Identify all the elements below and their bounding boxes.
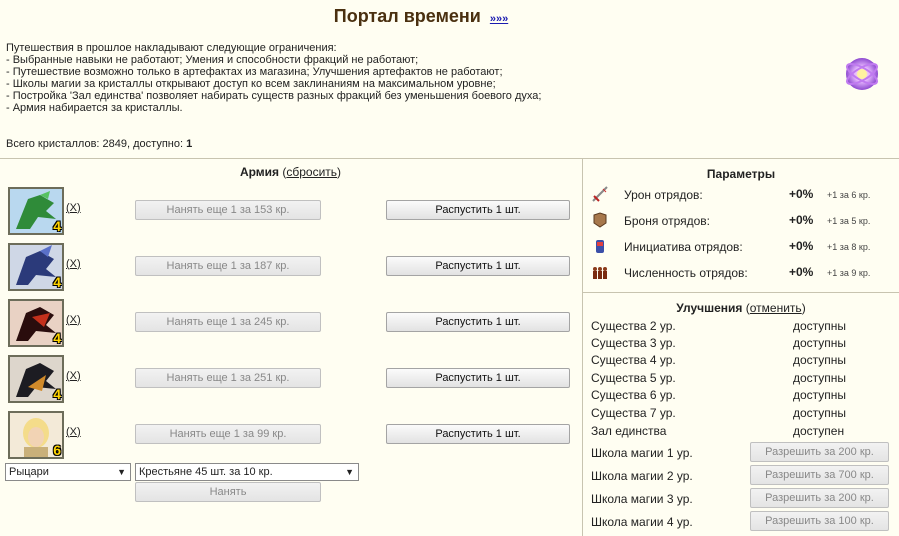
allow-magic-school-button[interactable]: Разрешить за 100 кр. [750, 511, 889, 531]
upgrade-row [591, 422, 891, 439]
unit-remove-link[interactable]: (X) [66, 314, 81, 326]
param-value: +0% [789, 265, 814, 279]
param-row [591, 211, 891, 231]
upgrade-status: доступны [793, 336, 847, 350]
restriction-item: - Выбранные навыки не работают; Умения и способности фракций не работают; [6, 54, 419, 66]
restriction-item: - Армия набирается за кристаллы. [6, 102, 183, 114]
dismiss-button[interactable]: Распустить 1 шт. [386, 312, 570, 332]
upgrade-status: доступны [793, 371, 847, 385]
army-unit-row [0, 299, 581, 349]
page-title [0, 6, 842, 27]
restrictions-lead: Путешествия в прошлое накладывают следующие ограничения: [6, 42, 337, 54]
creature-select[interactable] [135, 463, 359, 481]
dismiss-button[interactable]: Распустить 1 шт. [386, 256, 570, 276]
upgrade-row [591, 317, 891, 334]
dismiss-button[interactable]: Распустить 1 шт. [386, 424, 570, 444]
upgrades-cancel-link[interactable]: отменить [749, 301, 802, 315]
upgrade-row [591, 404, 891, 421]
param-row [591, 263, 891, 283]
param-value: +0% [789, 239, 814, 253]
upgrade-row [591, 334, 891, 351]
dropdown-arrow-icon: ▼ [345, 467, 354, 477]
upgrade-label: Существа 6 ур. [591, 388, 676, 402]
param-row [591, 185, 891, 205]
param-price-note[interactable]: +1 за 5 кр. [827, 216, 871, 226]
unit-level: 6 [53, 442, 61, 458]
army-title [0, 165, 581, 179]
param-price-note[interactable]: +1 за 9 кр. [827, 268, 871, 278]
unit-portrait [8, 187, 64, 235]
param-label: Инициатива отрядов: [624, 240, 743, 254]
upgrade-row [591, 386, 891, 403]
param-price-note[interactable]: +1 за 8 кр. [827, 242, 871, 252]
troops-icon [591, 263, 609, 281]
remove-link-label[interactable]: X [69, 370, 78, 382]
upgrades-panel [582, 293, 899, 536]
remove-link-label[interactable]: X [69, 314, 78, 326]
unit-portrait [8, 411, 64, 459]
faction-select[interactable] [5, 463, 131, 481]
sword-icon [591, 185, 609, 203]
magic-school-row [591, 465, 891, 487]
unit-remove-link[interactable]: (X) [66, 426, 81, 438]
magic-school-row [591, 488, 891, 510]
dismiss-button[interactable]: Распустить 1 шт. [386, 368, 570, 388]
upgrade-status: доступен [793, 424, 845, 438]
restriction-item: - Путешествие возможно только в артефактах из магазина; Улучшения артефактов не работают; [6, 66, 503, 78]
magic-school-label: Школа магии 1 ур. [591, 446, 693, 460]
crystals-total-label: Всего кристаллов: 2849, доступно: [6, 138, 187, 150]
upgrade-row [591, 351, 891, 368]
upgrade-label: Существа 3 ур. [591, 336, 676, 350]
upgrades-title-paren-close: ) [801, 301, 806, 315]
unit-level: 4 [53, 330, 61, 346]
param-value: +0% [789, 213, 814, 227]
remove-link-label[interactable]: X [69, 426, 78, 438]
param-label: Урон отрядов: [624, 188, 703, 202]
army-title-paren-open: ( [279, 165, 287, 179]
unit-level: 4 [53, 386, 61, 402]
unit-remove-link[interactable]: (X) [66, 202, 81, 214]
army-unit-row [0, 243, 581, 293]
allow-magic-school-button[interactable]: Разрешить за 700 кр. [750, 465, 889, 485]
unit-remove-link[interactable]: (X) [66, 258, 81, 270]
param-price-note[interactable]: +1 за 6 кр. [827, 190, 871, 200]
restriction-item: - Постройка 'Зал единства' позволяет набирать существ разных фракций без уменьшения боевого духа; [6, 90, 542, 102]
hire-more-button[interactable]: Нанять еще 1 за 153 кр. [135, 200, 321, 220]
more-link[interactable]: »»» [489, 13, 509, 25]
army-reset-link[interactable]: сбросить [286, 165, 338, 179]
magic-school-row [591, 511, 891, 533]
army-unit-row [0, 355, 581, 405]
magic-school-label: Школа магии 2 ур. [591, 469, 693, 483]
upgrade-status: доступны [793, 353, 847, 367]
remove-link-label[interactable]: X [69, 258, 78, 270]
army-panel [0, 159, 581, 536]
initiative-icon [591, 237, 609, 255]
restriction-item: - Школы магии за кристаллы открывают доступ ко всем заклинаниям на максимальном уровне; [6, 78, 496, 90]
upgrade-row [591, 369, 891, 386]
params-title: Параметры [706, 167, 776, 181]
page-title-text: Портал времени [333, 6, 481, 26]
upgrade-label: Существа 2 ур. [591, 319, 676, 333]
army-title-paren-close: ) [337, 165, 342, 179]
upgrade-status: доступны [793, 388, 847, 402]
dismiss-button[interactable]: Распустить 1 шт. [386, 200, 570, 220]
creature-select-value: Крестьяне 45 шт. за 10 кр. [139, 466, 273, 478]
crystals-total [6, 138, 192, 150]
armor-icon [591, 211, 609, 229]
hire-button[interactable]: Нанять [135, 482, 321, 502]
upgrade-label: Существа 5 ур. [591, 371, 676, 385]
faction-select-value: Рыцари [9, 466, 49, 478]
param-row [591, 237, 891, 257]
unit-level: 4 [53, 274, 61, 290]
portal-crystal-icon [843, 55, 881, 93]
upgrade-status: доступны [793, 406, 847, 420]
upgrades-title [583, 301, 899, 315]
unit-portrait [8, 299, 64, 347]
param-label: Броня отрядов: [624, 214, 711, 228]
hire-more-button[interactable]: Нанять еще 1 за 245 кр. [135, 312, 321, 332]
army-title-text: Армия [239, 165, 280, 179]
unit-level: 4 [53, 218, 61, 234]
army-unit-row [0, 411, 581, 461]
unit-portrait [8, 243, 64, 291]
magic-school-row [591, 442, 891, 464]
upgrade-label: Существа 7 ур. [591, 406, 676, 420]
magic-school-label: Школа магии 4 ур. [591, 515, 693, 529]
upgrade-label: Существа 4 ур. [591, 353, 676, 367]
upgrades-title-text: Улучшения [676, 301, 743, 315]
param-label: Численность отрядов: [624, 266, 748, 280]
army-unit-row [0, 187, 581, 237]
crystals-available: 1 [186, 138, 193, 150]
allow-magic-school-button[interactable]: Разрешить за 200 кр. [750, 442, 889, 462]
hire-more-button[interactable]: Нанять еще 1 за 251 кр. [135, 368, 321, 388]
upgrade-label: Зал единства [591, 424, 667, 438]
unit-remove-link[interactable]: (X) [66, 370, 81, 382]
hire-more-button[interactable]: Нанять еще 1 за 99 кр. [135, 424, 321, 444]
upgrades-title-paren-open: ( [742, 301, 750, 315]
upgrade-status: доступны [793, 319, 847, 333]
info-panel [0, 0, 899, 159]
hire-more-button[interactable]: Нанять еще 1 за 187 кр. [135, 256, 321, 276]
remove-link-label[interactable]: X [69, 202, 78, 214]
unit-portrait [8, 355, 64, 403]
params-panel [582, 159, 899, 293]
allow-magic-school-button[interactable]: Разрешить за 200 кр. [750, 488, 889, 508]
param-value: +0% [789, 187, 814, 201]
magic-school-label: Школа магии 3 ур. [591, 492, 693, 506]
restrictions-text [6, 42, 541, 114]
dropdown-arrow-icon: ▼ [117, 467, 126, 477]
